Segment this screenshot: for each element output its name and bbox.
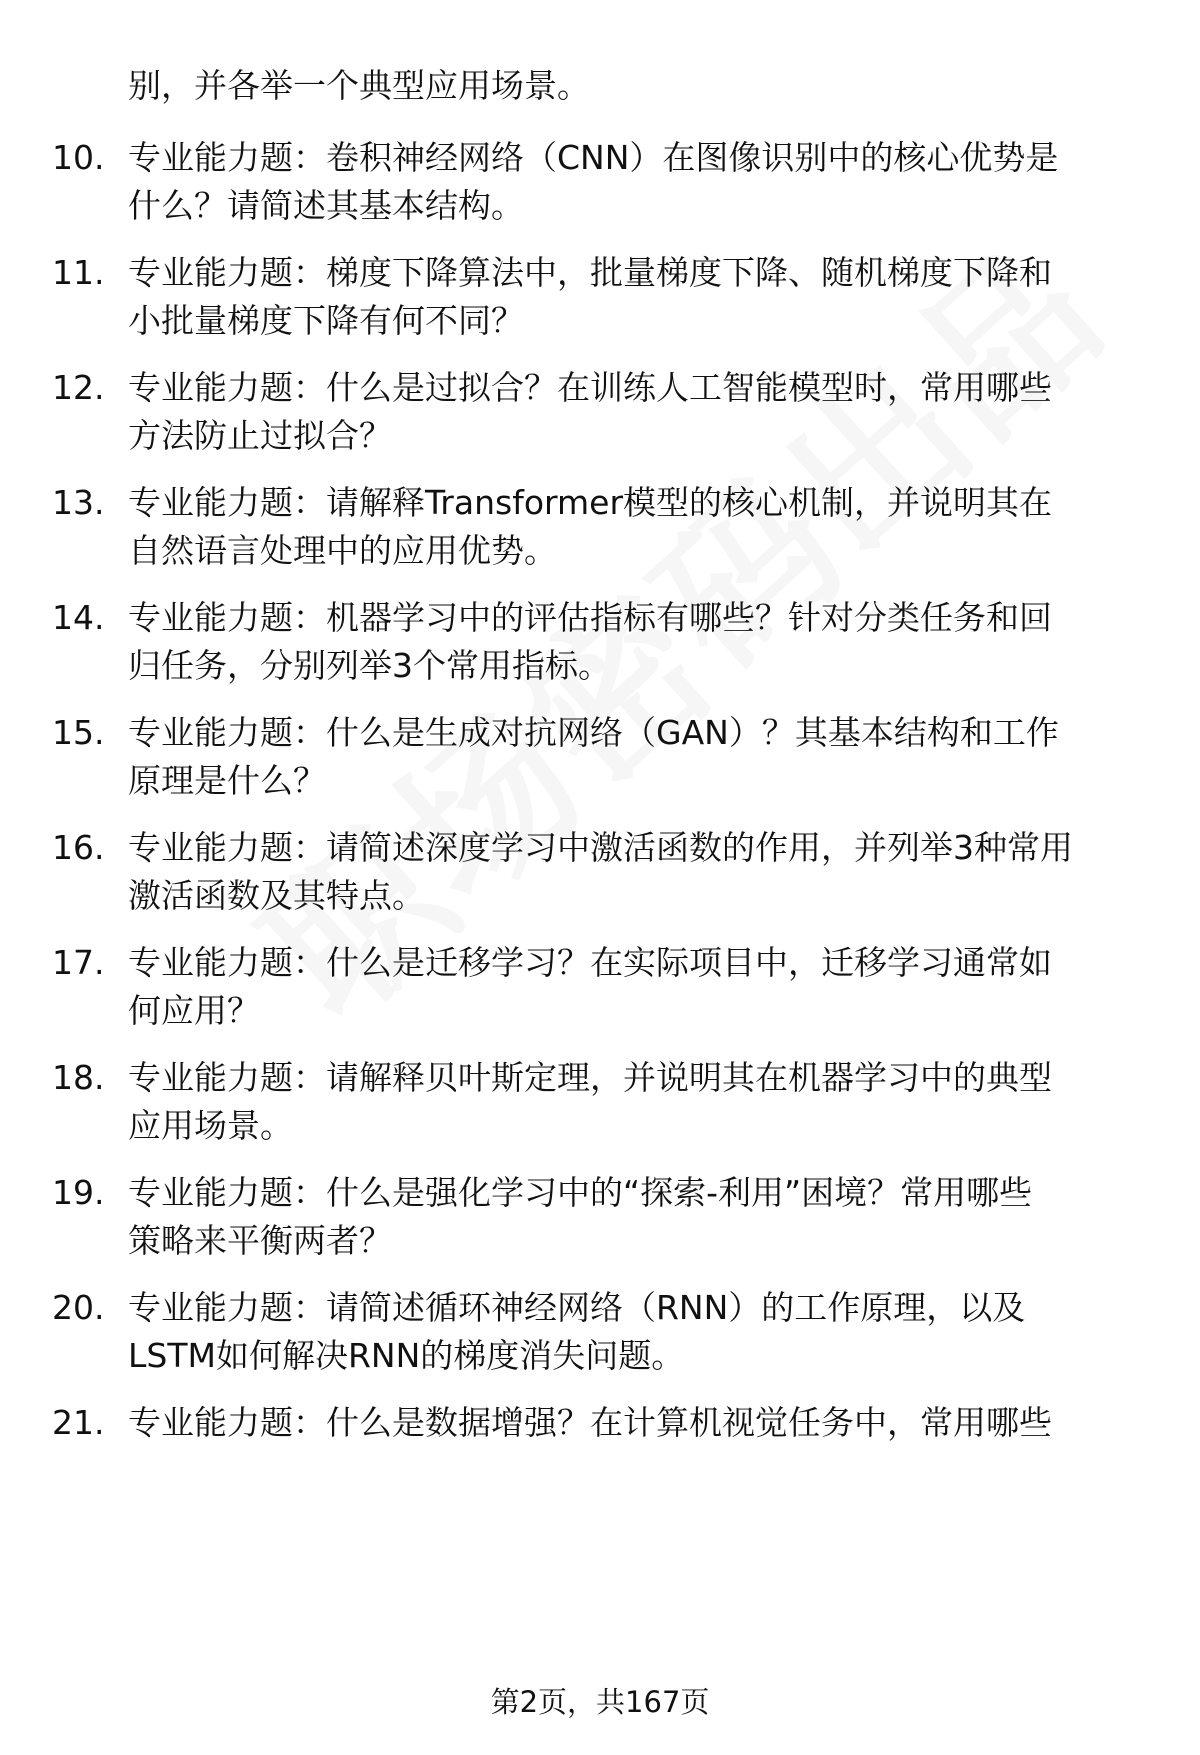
question-number: 15. bbox=[52, 713, 105, 752]
question-text-line: 什么？请简述其基本结构。 bbox=[128, 186, 524, 225]
question-text-line: 专业能力题：机器学习中的评估指标有哪些？针对分类任务和回 bbox=[128, 598, 1052, 637]
question-text-line: 专业能力题：什么是迁移学习？在实际项目中，迁移学习通常如 bbox=[128, 943, 1052, 982]
question-number: 20. bbox=[52, 1288, 105, 1327]
question-number: 13. bbox=[52, 483, 105, 522]
question-number: 14. bbox=[52, 598, 105, 637]
question-text-line: 激活函数及其特点。 bbox=[128, 876, 425, 915]
question-text-line: 专业能力题：什么是数据增强？在计算机视觉任务中，常用哪些 bbox=[128, 1403, 1052, 1442]
question-number: 19. bbox=[52, 1173, 105, 1212]
question-text-line: 专业能力题：卷积神经网络（CNN）在图像识别中的核心优势是 bbox=[128, 138, 1059, 177]
question-text-line: 专业能力题：请解释Transformer模型的核心机制，并说明其在 bbox=[128, 483, 1053, 522]
question-text-line: 何应用？ bbox=[128, 991, 260, 1030]
question-number: 17. bbox=[52, 943, 105, 982]
question-text-line: 专业能力题：梯度下降算法中，批量梯度下降、随机梯度下降和 bbox=[128, 253, 1052, 292]
question-number: 12. bbox=[52, 368, 105, 407]
question-text-line: 策略来平衡两者？ bbox=[128, 1221, 392, 1260]
question-number: 16. bbox=[52, 828, 105, 867]
question-number: 10. bbox=[52, 138, 105, 177]
question-number: 11. bbox=[52, 253, 105, 292]
question-text-line: 方法防止过拟合？ bbox=[128, 416, 392, 455]
question-number: 21. bbox=[52, 1403, 105, 1442]
question-text-line: 专业能力题：什么是过拟合？在训练人工智能模型时，常用哪些 bbox=[128, 368, 1052, 407]
question-text-line: 专业能力题：请简述循环神经网络（RNN）的工作原理，以及 bbox=[128, 1288, 1026, 1327]
continued-question-text: 别，并各举一个典型应用场景。 bbox=[128, 66, 590, 105]
question-text-line: 小批量梯度下降有何不同？ bbox=[128, 301, 524, 340]
question-text-line: 专业能力题：什么是强化学习中的“探索-利用”困境？常用哪些 bbox=[128, 1173, 1033, 1212]
question-number: 18. bbox=[52, 1058, 105, 1097]
question-text-line: 原理是什么？ bbox=[128, 761, 326, 800]
question-text-line: 归任务，分别列举3个常用指标。 bbox=[128, 646, 611, 685]
question-text-line: 专业能力题：什么是生成对抗网络（GAN）？其基本结构和工作 bbox=[128, 713, 1059, 752]
question-text-line: 自然语言处理中的应用优势。 bbox=[128, 531, 557, 570]
question-text-line: 应用场景。 bbox=[128, 1106, 293, 1145]
question-text-line: 专业能力题：请解释贝叶斯定理，并说明其在机器学习中的典型 bbox=[128, 1058, 1052, 1097]
question-text-line: 专业能力题：请简述深度学习中激活函数的作用，并列举3种常用 bbox=[128, 828, 1073, 867]
question-text-line: LSTM如何解决RNN的梯度消失问题。 bbox=[128, 1336, 685, 1375]
page-footer: 第2页，共167页 bbox=[490, 1685, 710, 1719]
